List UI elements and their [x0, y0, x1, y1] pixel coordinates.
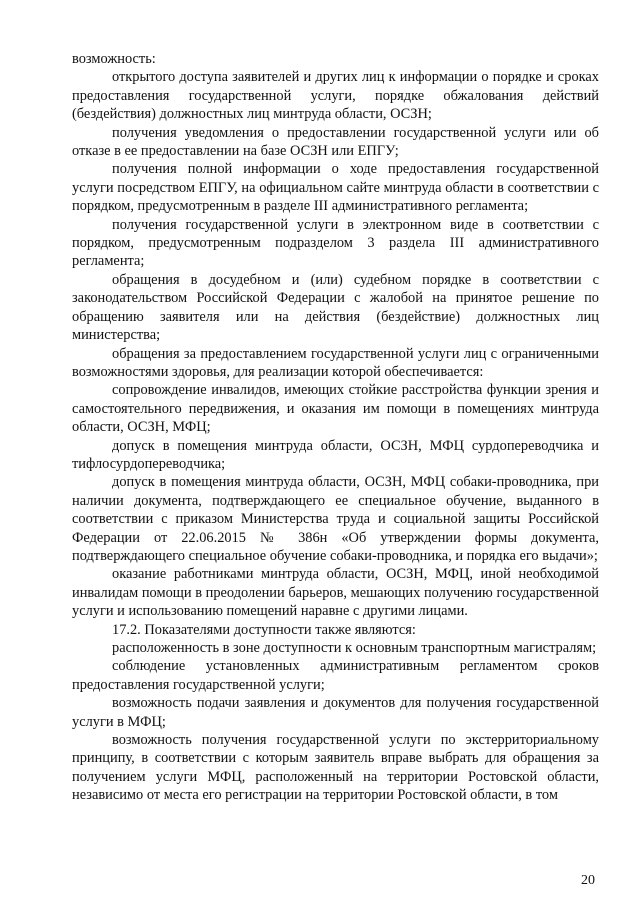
paragraph: обращения в досудебном и (или) судебном порядке в соответствии с законодательством Российской Федерации с жалобой на принятое решение по обращению заявителя или на действия (бездействие) должностных лиц министерства;: [72, 271, 599, 344]
paragraph: расположенность в зоне доступности к основным транспортным магистралям;: [112, 640, 597, 656]
paragraph: соблюдение установленных административным регламентом сроков предоставления государственной услуги;: [72, 658, 599, 693]
paragraph: открытого доступа заявителей и других лиц к информации о порядке и сроках предоставления государственной услуги, порядке обжалования действий (бездействия) должностных лиц минтруда области, ОСЗН;: [72, 69, 599, 123]
section-heading: 17.2. Показателями доступности также являются:: [112, 621, 416, 638]
page-number: 20: [581, 873, 595, 888]
paragraph: возможность подачи заявления и документов для получения государственной услуги в МФЦ;: [72, 695, 599, 730]
paragraph: возможность:: [72, 51, 156, 67]
paragraph: получения уведомления о предоставлении государственной услуги или об отказе в ее предоставлении на базе ОСЗН или ЕПГУ;: [72, 124, 599, 160]
paragraph: допуск в помещения минтруда области, ОСЗН, МФЦ сурдопереводчика и тифлосурдопереводчика;: [72, 437, 599, 472]
paragraph: обращения за предоставлением государственной услуги лиц с ограниченными возможностями здоровья, для реализации которой обеспечивается:: [72, 345, 599, 380]
paragraph: получения государственной услуги в электронном виде в соответствии с порядком, предусмотренным подразделом 3 раздела III административного регламента;: [72, 216, 599, 270]
paragraph: допуск в помещения минтруда области, ОСЗН, МФЦ собаки-проводника, при наличии документа, подтверждающего ее специальное обучение, выданного в соответствии с приказом Министерства труда и социальной защиты Российской Федерации от 22.06.2015 № 386н «Об утверждении формы документа, подтверждающего специальное обучение собаки-проводника, и порядка его выдачи»;: [72, 474, 599, 564]
paragraph: получения полной информации о ходе предоставления государственной услуги посредством ЕПГУ, на официальном сайте минтруда области в соответствии с порядком, предусмотренным в разделе III административного регламента;: [72, 161, 599, 215]
page-body: [72, 50, 599, 805]
paragraph: возможность получения государственной услуги по экстерриториальному принципу, в соответствии с которым заявитель вправе выбрать для обращения за получением услуги МФЦ, расположенный на территории Ростовской области, независимо от места его регистрации на территории Ростовской области, в том: [72, 732, 599, 804]
paragraph: оказание работниками минтруда области, ОСЗН, МФЦ, иной необходимой инвалидам помощи в преодолении барьеров, мешающих получению государственной услуги и использованию помещений наравне с другими лицами.: [72, 566, 599, 620]
paragraph: сопровождение инвалидов, имеющих стойкие расстройства функции зрения и самостоятельного передвижения, и оказания им помощи в помещениях минтруда области, ОСЗН, МФЦ;: [72, 382, 599, 436]
